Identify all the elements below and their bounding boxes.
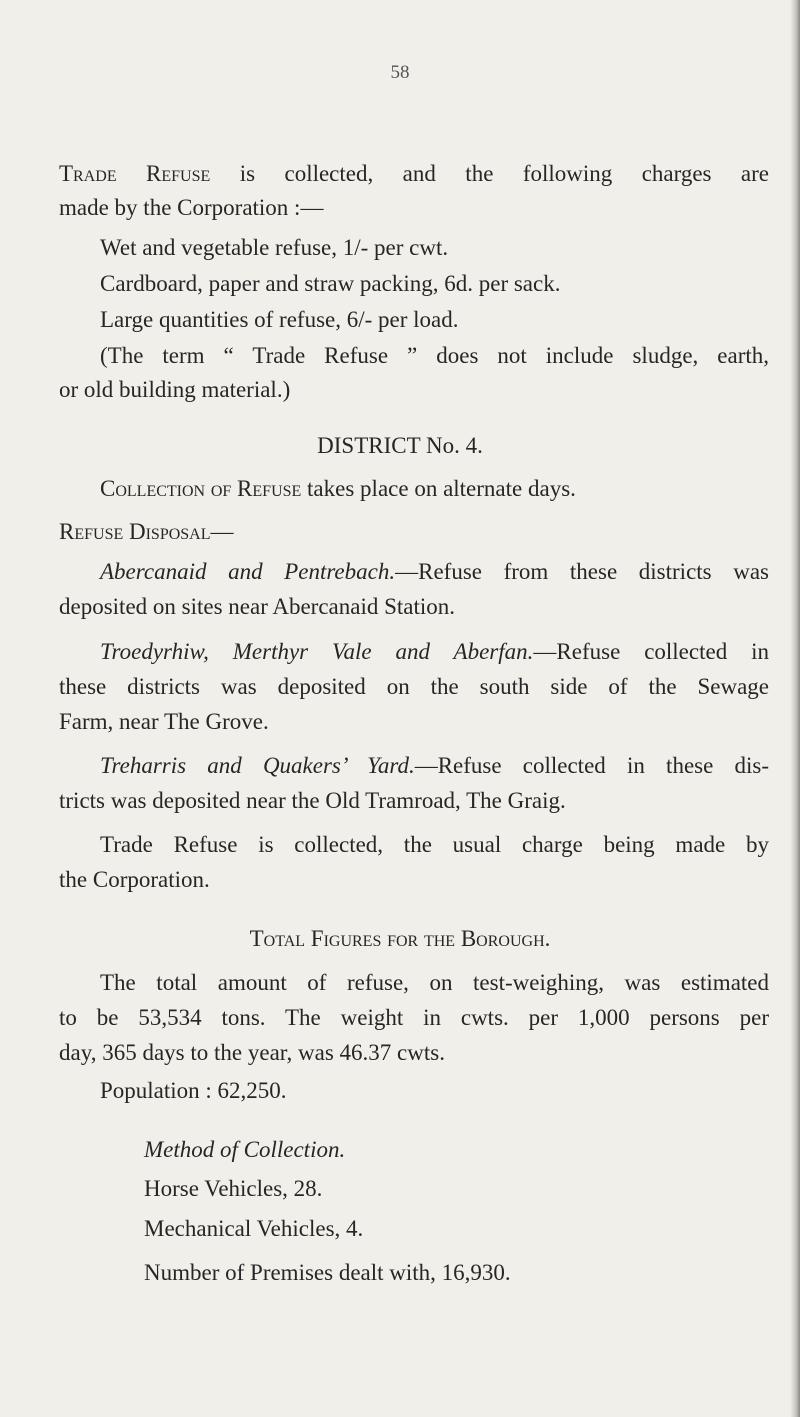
population: Population : 62,250. (100, 1078, 287, 1103)
trade-refuse-heading: Trade Refuse (59, 161, 211, 186)
total-figures-heading: Total Figures for the Borough. (249, 926, 551, 951)
collection-line (100, 475, 576, 503)
collection-heading: Collection of Refuse (100, 476, 302, 501)
treharris-line-2: tricts was deposited near the Old Tramroad, The Graig. (59, 788, 566, 813)
abercanaid-line-1-text: —Refuse from these districts was (395, 559, 770, 584)
totals-para-line-2: to be 53,534 tons. The weight in cwts. per 1,000 persons per (59, 1005, 769, 1030)
collection-text: takes place on alternate days. (307, 476, 576, 501)
charge-large-quantities: Large quantities of refuse, 6/- per load. (100, 307, 459, 332)
trade-refuse-note-line-2: or old building material.) (59, 377, 291, 402)
treharris-place: Treharris and Quakers’ Yard. (100, 753, 415, 778)
district-title: DISTRICT No. 4. (317, 433, 483, 458)
charge-cardboard: Cardboard, paper and straw packing, 6d. per sack. (100, 271, 561, 296)
treharris-line-1 (100, 752, 769, 780)
abercanaid-line-2: deposited on sites near Abercanaid Station. (59, 594, 456, 619)
refuse-disposal-heading: Refuse Disposal— (59, 519, 234, 544)
troedyrhiw-line-2: these districts was deposited on the south side of the Sewage (59, 674, 769, 699)
trade-refuse-line-1-text: is collected, and the following charges are (239, 161, 770, 186)
number-of-premises: Number of Premises dealt with, 16,930. (144, 1260, 511, 1285)
trade-charge-line-1: Trade Refuse is collected, the usual charge being made by (100, 832, 769, 857)
method-of-collection-heading: Method of Collection. (144, 1137, 346, 1162)
treharris-line-1-text: —Refuse collected in these dis- (414, 753, 769, 778)
troedyrhiw-line-1 (100, 638, 769, 666)
troedyrhiw-line-3: Farm, near The Grove. (59, 709, 269, 734)
trade-refuse-note-line-1: (The term “ Trade Refuse ” does not include sludge, earth, (100, 343, 769, 368)
page-number: 58 (390, 62, 410, 83)
charge-wet-vegetable: Wet and vegetable refuse, 1/- per cwt. (100, 235, 449, 260)
totals-para-line-3: day, 365 days to the year, was 46.37 cwts. (59, 1040, 445, 1065)
abercanaid-place: Abercanaid and Pentrebach. (100, 559, 396, 584)
trade-refuse-line-2: made by the Corporation :— (59, 195, 324, 220)
trade-charge-line-2: the Corporation. (59, 867, 210, 892)
troedyrhiw-place: Troedyrhiw, Merthyr Vale and Aberfan. (100, 639, 534, 664)
mechanical-vehicles: Mechanical Vehicles, 4. (144, 1216, 364, 1241)
horse-vehicles: Horse Vehicles, 28. (144, 1176, 323, 1201)
abercanaid-line-1 (100, 558, 769, 586)
totals-para-line-1: The total amount of refuse, on test-weighing, was estimated (100, 970, 769, 995)
trade-refuse-line-1 (59, 160, 769, 188)
troedyrhiw-line-1-text: —Refuse collected in (533, 639, 769, 664)
page-edge-shadow (790, 0, 800, 1417)
